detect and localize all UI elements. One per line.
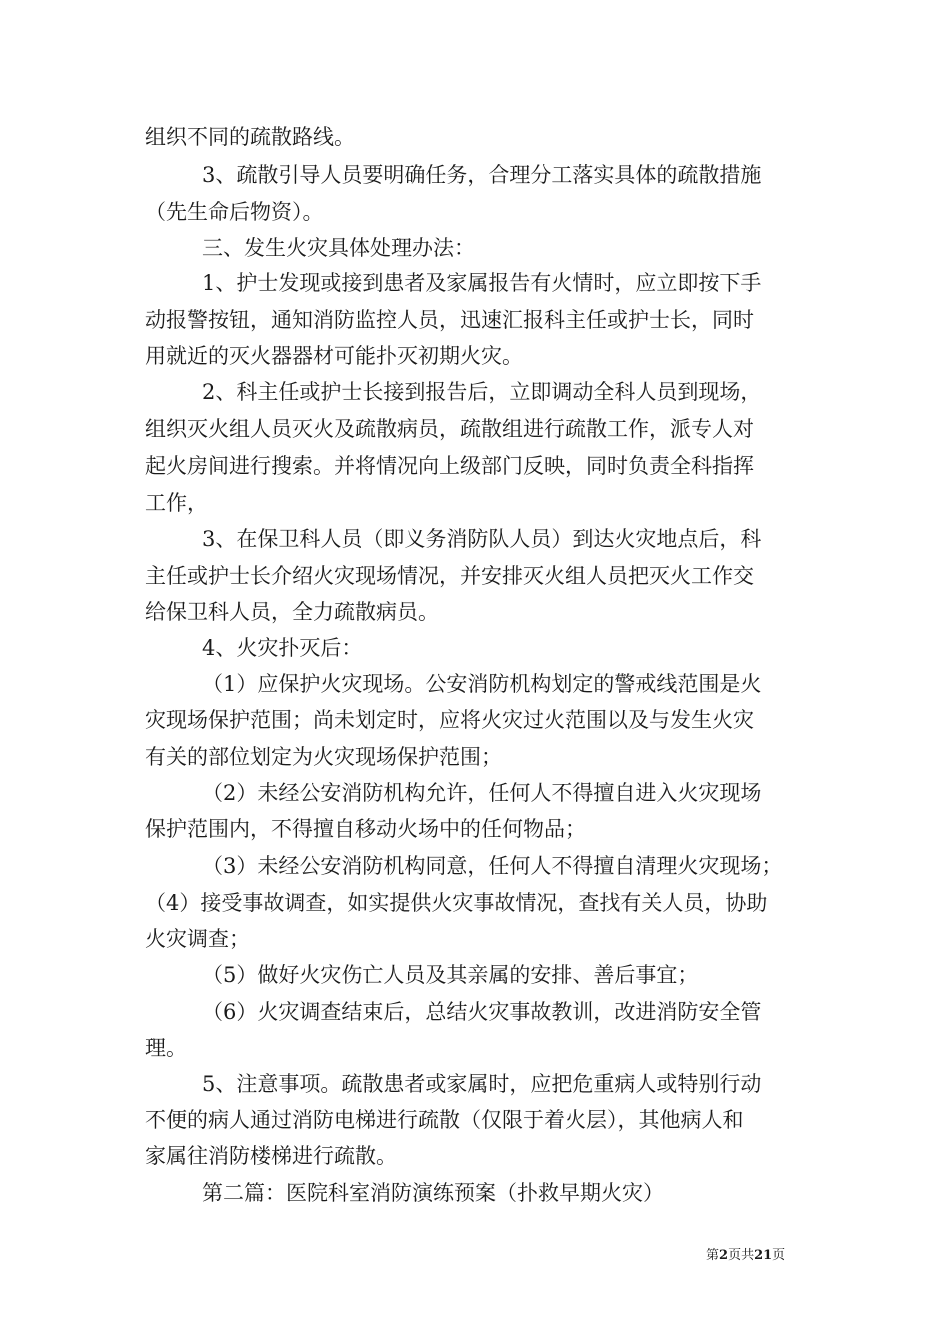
text-line: 给保卫科人员，全力疏散病员。 bbox=[145, 600, 439, 624]
text-line: 动报警按钮，通知消防监控人员，迅速汇报科主任或护士长，同时 bbox=[145, 308, 754, 332]
current-page-number: 2 bbox=[719, 1248, 729, 1263]
text-line: （3）未经公安消防机构同意，任何人不得擅自清理火灾现场； bbox=[202, 854, 783, 878]
text-line: （4）接受事故调查，如实提供火灾事故情况，查找有关人员，协助 bbox=[145, 891, 768, 915]
text-line: （1）应保护火灾现场。公安消防机构划定的警戒线范围是火 bbox=[202, 672, 762, 696]
text-line: 家属往消防楼梯进行疏散。 bbox=[145, 1144, 397, 1168]
text-line: 灾现场保护范围；尚未划定时，应将火灾过火范围以及与发生火灾 bbox=[145, 708, 754, 732]
section-heading: 三、发生火灾具体处理办法： bbox=[202, 236, 475, 260]
text-line: 3、疏散引导人员要明确任务，合理分工落实具体的疏散措施 bbox=[202, 163, 762, 187]
text-line: 有关的部位划定为火灾现场保护范围； bbox=[145, 745, 502, 769]
text-line: 1、护士发现或接到患者及家属报告有火情时，应立即按下手 bbox=[202, 271, 762, 295]
text-line: （6）火灾调查结束后，总结火灾事故教训，改进消防安全管 bbox=[202, 1000, 762, 1024]
text-line: 3、在保卫科人员（即义务消防队人员）到达火灾地点后，科 bbox=[202, 527, 762, 551]
text-line: 起火房间进行搜索。并将情况向上级部门反映，同时负责全科指挥 bbox=[145, 454, 754, 478]
text-line: （2）未经公安消防机构允许，任何人不得擅自进入火灾现场 bbox=[202, 781, 762, 805]
text-line: 4、火灾扑灭后： bbox=[202, 636, 363, 660]
text-line: 组织不同的疏散路线。 bbox=[145, 125, 355, 149]
text-line: 保护范围内，不得擅自移动火场中的任何物品； bbox=[145, 817, 586, 841]
text-line: 主任或护士长介绍火灾现场情况，并安排灭火组人员把灭火工作交 bbox=[145, 564, 754, 588]
text-line: 组织灭火组人员灭火及疏散病员，疏散组进行疏散工作，派专人对 bbox=[145, 417, 754, 441]
text-line: 火灾调查； bbox=[145, 927, 250, 951]
footer-prefix: 第 bbox=[706, 1248, 720, 1263]
text-line: 不便的病人通过消防电梯进行疏散（仅限于着火层），其他病人和 bbox=[145, 1108, 744, 1132]
text-line: 5、注意事项。疏散患者或家属时，应把危重病人或特别行动 bbox=[202, 1072, 762, 1096]
text-line: 2、科主任或护士长接到报告后，立即调动全科人员到现场， bbox=[202, 380, 762, 404]
total-pages: 21 bbox=[754, 1248, 773, 1263]
chapter-heading: 第二篇：医院科室消防演练预案（扑救早期火灾） bbox=[202, 1181, 664, 1205]
text-line: （先生命后物资）。 bbox=[145, 200, 324, 224]
text-line: 理。 bbox=[145, 1036, 187, 1060]
text-line: （5）做好火灾伤亡人员及其亲属的安排、善后事宜； bbox=[202, 963, 699, 987]
text-line: 工作， bbox=[145, 491, 208, 515]
page-footer bbox=[706, 1248, 785, 1264]
footer-suffix: 页 bbox=[772, 1248, 786, 1263]
footer-middle: 页共 bbox=[728, 1248, 755, 1263]
text-line: 用就近的灭火器器材可能扑灭初期火灾。 bbox=[145, 344, 523, 368]
